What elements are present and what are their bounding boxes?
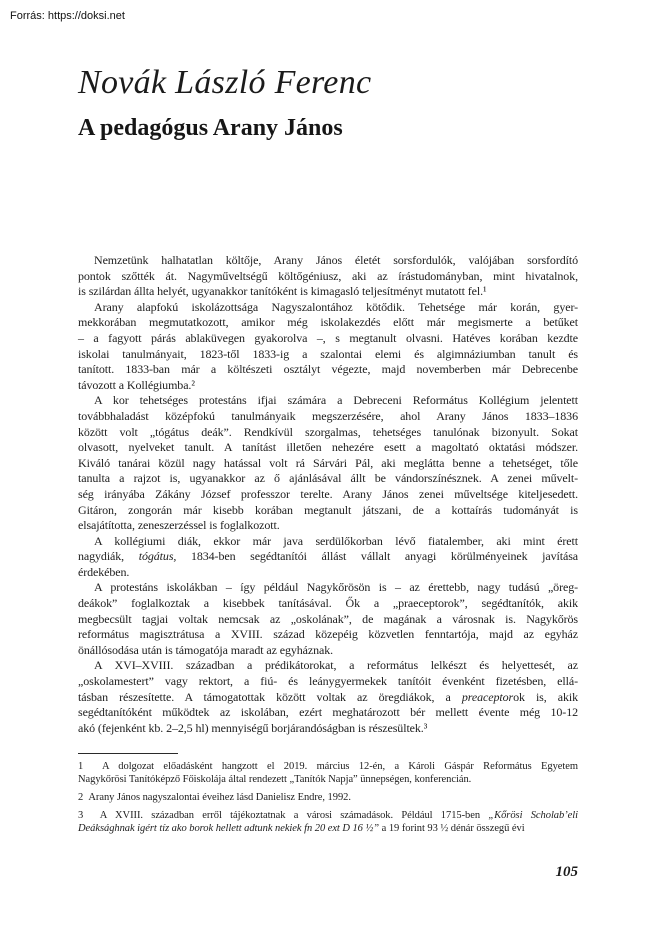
footnote-line: 2 Arany János nagyszalontai éveihez lásd Danielisz Endre, 1992. [78,791,351,803]
footnote-line: Nagykőrösi Tanítóképző Főiskolája által rendezett „Tanítók Napja” ünnepségen, konferencián. [78,774,472,786]
body-paragraph [78,534,578,581]
body-line: megbecsült tagjai voltak nemcsak az „oskolának”, de magának a városnak is. Nagykőrös [78,611,578,626]
footnote-line: Deáksághnak igért tíz ako borok hellett adtunk nekiek fn 20 ext D 16 ½” a 19 forint 93 ½ dénár összegű évi [78,822,525,834]
body-line: Nemzetünk halhatatlan költője, Arany János életét sorsfordulók, valójában sorsfordító [94,253,578,267]
body-paragraph [78,253,578,300]
footnote-item [78,760,578,786]
body-paragraph [78,393,578,533]
body-line: mekkorában megmutatkozott, amikor még iskolakezdés előtt már megismerte a betűket [78,315,578,330]
footnote-line: 1 A dolgozat előadásként hangzott el 2019. március 12-én, a Károli Gáspár Református Egyetem [78,761,578,772]
footnote-separator-line [78,753,178,754]
body-line: „oskolamestert” vagy rektort, a fiú- és leánygyermekek tanítóit évenként fizetésben, ellá- [78,674,578,689]
body-line: akó (fejenként kb. 2–2,5 hl) mennyiségű borjárandóságban is részesültek.³ [78,720,428,735]
body-line: is szilárdan állta helyét, ugyanakkor tanítóként is kimagasló teljesítményt mutatott fel.¹ [78,284,487,299]
body-line: Gitáron, zongorán már kisebb korában megtanult játszani, de a kottaírás tudományát is [78,502,578,517]
body-line: távozott a Kollégiumba.² [78,377,195,392]
body-line: A kollégiumi diák, ekkor már java serdülőkorban lévő fiatalember, aki mint érett [94,533,578,548]
body-line: A protestáns iskolákban – így például Nagykőrösön is – az érettebb, nagy tudású „öreg- [94,580,578,595]
body-line: önállósodása után is támogatója maradt az egyháznak. [78,642,334,657]
article-title-heading: A pedagógus Arany János [78,115,343,141]
body-line: Arany alapfokú iskolázottsága Nagyszalontához kötődik. Tehetsége már korán, gyer- [94,299,578,314]
footnote-item [78,809,578,835]
body-line: ség irányába Zákány József professzor terelte. Arany János zenei műveltsége kiteljesedett. [78,486,578,501]
body-paragraph [78,658,578,736]
article-body [78,253,578,736]
body-line: Kiváló tanárai közül nagy hatással volt rá Sárvári Pál, aki meglátta benne a tehetséget, tőle [78,455,578,470]
footnote-line: 3 A XVIII. században erről tájékoztatnak a városi számadások. Például 1715-ben „Kőrösi Scholab’eli [78,809,578,821]
body-line: tanított. 1833-ban már a költészeti osztályt végezte, majd novemberben már Debrecenbe [78,362,578,377]
body-line: nagydiák, tógátus, 1834-ben segédtanítói állást vállalt anyagi körülményeinek javítása [78,549,578,564]
body-line: A XVI–XVIII. században a prédikátorokat, a református lelkészt és helyettesét, az [94,658,578,673]
body-line: továbbhaladást középfokú tanulmányaik megszerzésére, ahol Arany János 1833–1836 [78,408,578,423]
footnotes-section [78,760,578,840]
body-line: pontok szőtték át. Nagyműveltségű költőgéniusz, aki az írástudományban, mint hivatalnok, [78,268,578,283]
body-paragraph [78,300,578,394]
body-line: tanulta a rajzot is, ugyanakkor az ő ajánlásával állt be vándorszínésznek. A zenei művelt- [78,471,578,486]
body-paragraph [78,580,578,658]
body-line: között volt „tógátus deák”. Rendkívül szorgalmas, tehetséges tanulónak bizonyult. Sokat [78,424,578,439]
body-line: református magisztrátusa a XVIII. század közepéig közvetlen fenntartója, majd az egyház [78,627,578,642]
body-line: A kor tehetséges protestáns ifjai számára a Debreceni Református Kollégium jelentett [94,393,578,408]
body-line: – a fagyott párás ablaküvegen gyakorolva –, s megtanult olvasni. Hatéves korában kezdte [78,330,578,345]
body-line: elsajátította, zeneszerzéssel is foglalkozott. [78,518,280,533]
body-line: olvasott, nyelveket tanult. A tanítást illetően nehezére esett a magoltató oktatási módszer. [78,440,578,455]
page-number: 105 [555,864,578,880]
body-line: segédtanítóként működtek az iskolában, ezért meghatározott bér mellett évente még 10-12 [78,705,578,720]
body-line: érdekében. [78,564,130,579]
body-line: deákok” foglalkoztak a kisebbek tanításával. Ők a „praeceptorok”, segédtanítók, akik [78,596,578,611]
body-line: tásban részesítette. A támogatottak között voltak az öregdiákok, a preaceptorok is, akik [78,689,578,704]
source-url-text: Forrás: https://doksi.net [10,10,125,22]
author-name-heading: Novák László Ferenc [78,64,372,101]
body-line: iskolai tanulmányait, 1823-től 1833-ig a szalontai elemi és algimnáziumban tanult és [78,346,578,361]
footnote-item [78,791,578,804]
